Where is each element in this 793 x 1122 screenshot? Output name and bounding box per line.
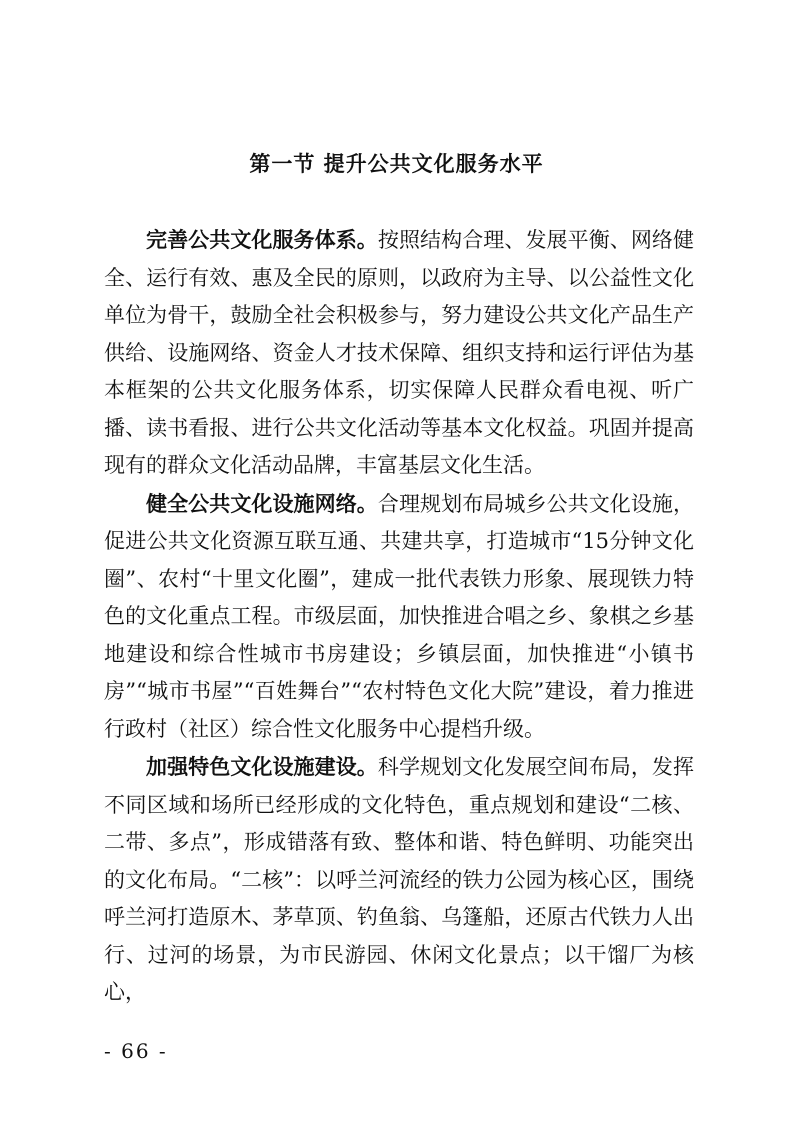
body-text [104,221,694,1012]
paragraph-text: 科学规划文化发展空间布局，发挥不同区域和场所已经形成的文化特色，重点规划和建设“二核、二带、多点”，形成错落有致、整体和谐、特色鲜明、功能突出的文化布局。“二核”：以呼兰河流经的铁力公园为核心区，围绕呼兰河打造原木、茅草顶、钓鱼翁、乌篷船，还原古代铁力人出行、过河的场景，为市民游园、休闲文化景点；以干馏厂为核心， [104,755,695,1004]
paragraph-text: 合理规划布局城乡公共文化设施，促进公共文化资源互联互通、共建共享，打造城市“15分钟文化圈”、农村“十里文化圈”，建成一批代表铁力形象、展现铁力特色的文化重点工程。市级层面，加快推进合唱之乡、象棋之乡基地建设和综合性城市书房建设；乡镇层面，加快推进“小镇书房”“城市书屋”“百姓舞台”“农村特色文化大院”建设，着力推进行政村（社区）综合性文化服务中心提档升级。 [104,491,695,741]
paragraph-lead: 完善公共文化服务体系。 [146,227,378,252]
paragraph-featured-facilities [104,748,694,1012]
paragraph-lead: 健全公共文化设施网络。 [146,490,378,516]
section-title: 第一节 提升公共文化服务水平 [249,151,544,176]
page-number: - 66 - [104,1039,168,1063]
paragraph-lead: 加强特色文化设施建设。 [146,754,378,779]
paragraph-text: 按照结构合理、发展平衡、网络健全、运行有效、惠及全民的原则，以政府为主导、以公益性文化单位为骨干，鼓励全社会积极参与，努力建设公共文化产品生产供给、设施网络、资金人才技术保障、组织支持和运行评估为基本框架的公共文化服务体系，切实保障人民群众看电视、听广播、读书看报、进行公共文化活动等基本文化权益。巩固并提高现有的群众文化活动品牌，丰富基层文化生活。 [104,228,695,477]
paragraph-facility-network [104,485,694,749]
paragraph-public-culture-system [104,221,694,485]
